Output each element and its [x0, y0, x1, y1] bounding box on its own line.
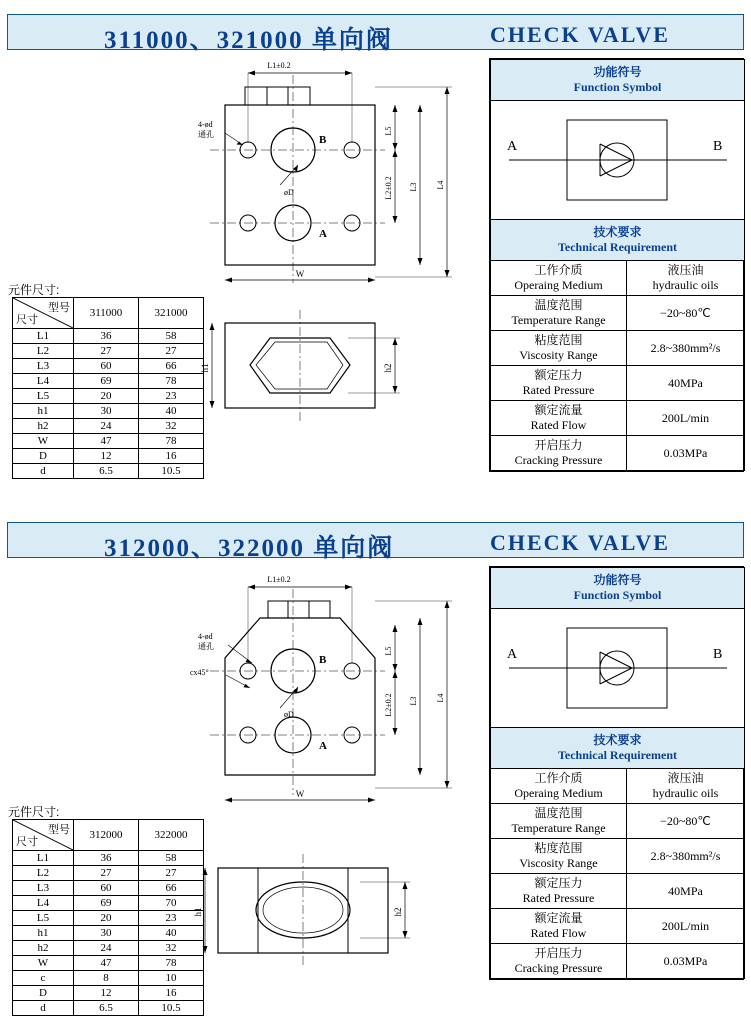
- dim-table-corner: 型号 尺寸: [13, 298, 74, 329]
- technical-requirement-header: 技术要求 Technical Requirement: [491, 728, 745, 769]
- table-row: L2 27 27: [13, 344, 204, 359]
- table-row: L1 36 58: [13, 851, 204, 866]
- table-row: h1 30 40: [13, 404, 204, 419]
- section-title-cn: 312000、322000 单向阀: [104, 535, 395, 562]
- dim-col-model-1: 312000: [74, 820, 139, 851]
- table-row: W 47 78: [13, 434, 204, 449]
- svg-text:L5: L5: [384, 126, 393, 136]
- svg-text:L1±0.2: L1±0.2: [267, 61, 291, 70]
- table-row: 开启压力 Cracking Pressure 0.03MPa: [491, 944, 745, 979]
- svg-text:A: A: [507, 139, 518, 154]
- technical-requirement-header: 技术要求 Technical Requirement: [491, 220, 745, 261]
- dim-col-model-2: 322000: [139, 820, 204, 851]
- table-row: 工作介质 Operaing Medium 液压油 hydraulic oils: [491, 261, 745, 296]
- table-row: L4 69 78: [13, 374, 204, 389]
- dimension-table: [12, 297, 204, 479]
- section-title-bar: [7, 14, 744, 54]
- valve-drawing-top: [180, 55, 490, 295]
- table-row: L2 27 27: [13, 866, 204, 881]
- svg-text:W: W: [295, 269, 305, 279]
- svg-text:通孔: 通孔: [198, 642, 214, 651]
- svg-text:4-ød: 4-ød: [198, 632, 213, 641]
- table-row: 开启压力 Cracking Pressure 0.03MPa: [491, 436, 745, 471]
- function-symbol-header: 功能符号 Function Symbol: [491, 60, 745, 101]
- table-row: L3 60 66: [13, 359, 204, 374]
- svg-text:h2: h2: [383, 363, 393, 373]
- function-symbol-diagram: [491, 609, 745, 728]
- table-row: D 12 16: [13, 449, 204, 464]
- table-row: 额定流量 Rated Flow 200L/min: [491, 909, 745, 944]
- valve-drawing-side: [180, 838, 490, 983]
- svg-text:A: A: [319, 228, 327, 240]
- table-row: h1 30 40: [13, 926, 204, 941]
- dim-col-model-1: 311000: [74, 298, 139, 329]
- dim-col-model-2: 321000: [139, 298, 204, 329]
- table-row: L5 20 23: [13, 911, 204, 926]
- table-row: L3 60 66: [13, 881, 204, 896]
- svg-text:cx45°: cx45°: [190, 668, 209, 677]
- svg-text:h2: h2: [393, 907, 403, 917]
- dim-table-corner: 型号 尺寸: [13, 820, 74, 851]
- svg-text:øD: øD: [284, 188, 294, 197]
- svg-text:B: B: [319, 134, 327, 146]
- section-title-en: CHECK VALVE: [490, 22, 670, 47]
- svg-text:A: A: [507, 647, 518, 662]
- svg-text:L2±0.2: L2±0.2: [384, 176, 393, 200]
- valve-drawing-top: [180, 563, 490, 813]
- svg-text:B: B: [319, 654, 327, 666]
- info-table: [489, 566, 744, 980]
- svg-text:h1: h1: [193, 907, 203, 917]
- svg-text:L2±0.2: L2±0.2: [384, 693, 393, 717]
- table-row: d 6.5 10.5: [13, 1001, 204, 1016]
- table-row: 温度范围 Temperature Range −20~80℃: [491, 804, 745, 839]
- valve-drawing-side: [180, 298, 490, 433]
- table-row: h2 24 32: [13, 941, 204, 956]
- svg-text:L1±0.2: L1±0.2: [267, 575, 291, 584]
- table-row: 粘度范围 Viscosity Range 2.8~380mm²/s: [491, 839, 745, 874]
- table-row: 额定压力 Rated Pressure 40MPa: [491, 874, 745, 909]
- svg-text:øD: øD: [284, 710, 294, 719]
- table-row: 工作介质 Operaing Medium 液压油 hydraulic oils: [491, 769, 745, 804]
- table-row: 粘度范围 Viscosity Range 2.8~380mm²/s: [491, 331, 745, 366]
- svg-text:B: B: [713, 139, 723, 154]
- table-row: c 8 10: [13, 971, 204, 986]
- dim-table-caption: 元件尺寸:: [8, 805, 60, 819]
- function-symbol-diagram: [491, 101, 745, 220]
- table-row: h2 24 32: [13, 419, 204, 434]
- table-row: 温度范围 Temperature Range −20~80℃: [491, 296, 745, 331]
- table-row: W 47 78: [13, 956, 204, 971]
- info-table: [489, 58, 744, 472]
- svg-text:4-ød: 4-ød: [198, 120, 213, 129]
- section-title-en: CHECK VALVE: [490, 530, 670, 555]
- table-row: D 12 16: [13, 986, 204, 1001]
- table-row: d 6.5 10.5: [13, 464, 204, 479]
- dimension-table: [12, 819, 204, 1016]
- svg-text:A: A: [319, 740, 327, 752]
- table-row: 额定流量 Rated Flow 200L/min: [491, 401, 745, 436]
- table-row: L4 69 70: [13, 896, 204, 911]
- table-row: L5 20 23: [13, 389, 204, 404]
- dim-table-caption: 元件尺寸:: [8, 283, 60, 297]
- svg-text:L5: L5: [384, 646, 393, 656]
- svg-text:L4: L4: [436, 693, 445, 703]
- svg-text:L4: L4: [436, 180, 445, 190]
- section-312000: [0, 508, 751, 1016]
- svg-text:B: B: [713, 647, 723, 662]
- svg-text:W: W: [295, 789, 305, 799]
- svg-text:h1: h1: [200, 363, 210, 373]
- svg-text:L3: L3: [409, 696, 418, 706]
- table-row: L1 36 58: [13, 329, 204, 344]
- table-row: 额定压力 Rated Pressure 40MPa: [491, 366, 745, 401]
- svg-text:L3: L3: [409, 182, 418, 192]
- svg-text:通孔: 通孔: [198, 130, 214, 139]
- function-symbol-header: 功能符号 Function Symbol: [491, 568, 745, 609]
- section-title-cn: 311000、321000 单向阀: [104, 27, 393, 54]
- section-title-bar: [7, 522, 744, 562]
